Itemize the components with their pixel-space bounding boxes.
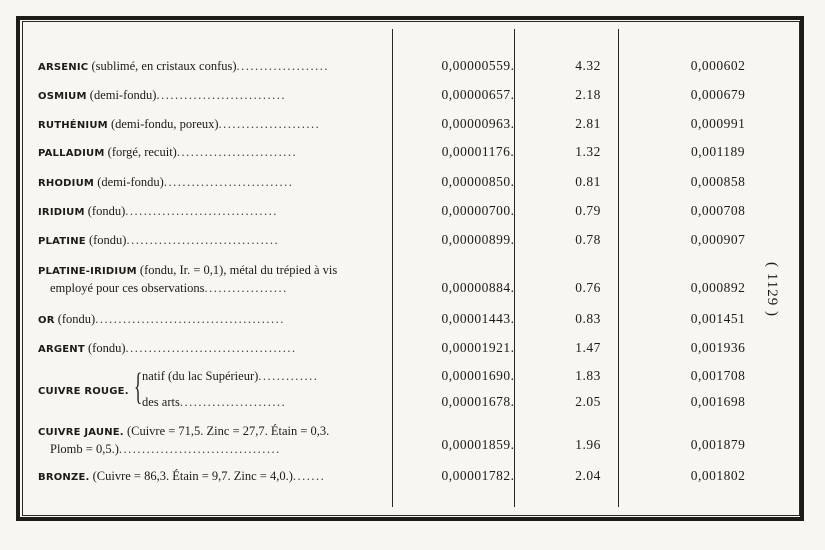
value-col3: 0,000858 xyxy=(690,174,746,189)
value-col1: 0,00001690. xyxy=(441,368,515,383)
metal-name: PLATINE xyxy=(38,236,86,247)
metal-description: (demi-fondu, poreux) xyxy=(107,117,219,131)
table-row xyxy=(38,144,790,168)
metal-variant: natif (du lac Supérieur) xyxy=(142,369,259,383)
value-col1: 0,00001782. xyxy=(441,468,515,483)
metal-name: OR xyxy=(38,315,55,326)
leader-dots: ............................ xyxy=(156,88,286,102)
value-col1: 0,00001678. xyxy=(441,394,515,409)
table-row xyxy=(38,311,790,335)
metal-description: (fondu) xyxy=(54,312,96,326)
table-row xyxy=(38,203,790,227)
value-col1: 0,00001443. xyxy=(441,311,515,326)
metal-name: RUTHÉNIUM xyxy=(38,120,108,131)
metal-description: (forgé, recuit) xyxy=(104,145,177,159)
value-col3: 0,001189 xyxy=(690,144,746,159)
leader-dots: ...................... xyxy=(218,117,321,131)
value-col1: 0,00000700. xyxy=(441,203,515,218)
value-col1: 0,00000559. xyxy=(441,58,515,73)
page-number: ( 1129 ) xyxy=(764,262,780,317)
value-col1: 0,00000850. xyxy=(441,174,515,189)
value-col2: 0.79 xyxy=(575,203,601,218)
leader-dots: ..................................... xyxy=(125,341,297,355)
value-col2: 0.78 xyxy=(575,232,601,247)
table-row xyxy=(38,468,790,492)
table-row xyxy=(38,116,790,140)
metal-description: (demi-fondu) xyxy=(86,88,157,102)
value-col3: 0,000602 xyxy=(690,58,746,73)
leader-dots: .................. xyxy=(204,281,288,295)
metal-name: BRONZE. xyxy=(38,472,90,483)
table-row-continuation xyxy=(38,437,790,465)
value-col2: 1.83 xyxy=(575,368,601,383)
value-col1: 0,00000657. xyxy=(441,87,515,102)
value-col1: 0,00000884. xyxy=(441,280,515,295)
value-col1: 0,00001921. xyxy=(441,340,515,355)
value-col1: 0,00001859. xyxy=(441,437,515,452)
value-col3: 0,001708 xyxy=(690,368,746,383)
value-col3: 0,000907 xyxy=(690,232,746,247)
value-col2: 0.81 xyxy=(575,174,601,189)
metal-name: PALLADIUM xyxy=(38,148,105,159)
leader-dots: ....................... xyxy=(179,395,287,409)
value-col2: 2.81 xyxy=(575,116,601,131)
table-row-continuation xyxy=(38,280,790,304)
value-col2: 2.05 xyxy=(575,394,601,409)
table-row xyxy=(38,87,790,111)
value-col1: 0,00001176. xyxy=(441,144,515,159)
table-row xyxy=(38,58,790,82)
metal-name: CUIVRE JAUNE. xyxy=(38,427,124,438)
metal-description: (fondu) xyxy=(84,341,126,355)
metal-name: PLATINE-IRIDIUM xyxy=(38,266,137,277)
table-row xyxy=(38,232,790,256)
metal-description: (Cuivre = 71,5. Zinc = 27,7. Étain = 0,3. xyxy=(123,424,330,438)
value-col3: 0,000991 xyxy=(690,116,746,131)
leader-dots: ................................... xyxy=(118,442,281,456)
metal-name: CUIVRE ROUGE. xyxy=(38,386,129,397)
value-col2: 1.96 xyxy=(575,437,601,452)
brace-symbol: { xyxy=(134,366,143,408)
metal-description: (sublimé, en cristaux confus) xyxy=(88,59,237,73)
leader-dots: ............................ xyxy=(163,175,294,189)
value-col2: 0.76 xyxy=(575,280,601,295)
leader-dots: ............. xyxy=(258,369,319,383)
metal-name: ARSENIC xyxy=(38,62,89,73)
value-col2: 2.18 xyxy=(575,87,601,102)
value-col3: 0,001936 xyxy=(690,340,746,355)
leader-dots: .......................... xyxy=(176,145,298,159)
metal-description-cont: employé pour ces observations xyxy=(50,281,205,295)
metal-name: ARGENT xyxy=(38,344,85,355)
value-col3: 0,001451 xyxy=(690,311,746,326)
metal-description-cont: Plomb = 0,5.) xyxy=(50,442,119,456)
value-col1: 0,00000963. xyxy=(441,116,515,131)
metal-description: (fondu) xyxy=(84,204,126,218)
table-row xyxy=(38,174,790,198)
table-row xyxy=(38,340,790,364)
value-col2: 4.32 xyxy=(575,58,601,73)
leader-dots: ....... xyxy=(292,469,326,483)
leader-dots: ......................................... xyxy=(95,312,285,326)
value-col2: 2.04 xyxy=(575,468,601,483)
metal-description: (fondu) xyxy=(85,233,127,247)
leader-dots: ................................. xyxy=(125,204,278,218)
metal-name: IRIDIUM xyxy=(38,207,85,218)
metal-description: (fondu, Ir. = 0,1), métal du trépied à vis xyxy=(136,263,338,277)
value-col3: 0,001698 xyxy=(690,394,746,409)
value-col2: 0.83 xyxy=(575,311,601,326)
value-col2: 1.47 xyxy=(575,340,601,355)
value-col3: 0,000892 xyxy=(690,280,746,295)
value-col3: 0,000708 xyxy=(690,203,746,218)
leader-dots: ................................. xyxy=(126,233,280,247)
value-col3: 0,001879 xyxy=(690,437,746,452)
table-row-group xyxy=(38,368,790,418)
metal-description: (demi-fondu) xyxy=(94,175,164,189)
value-col3: 0,001802 xyxy=(690,468,746,483)
metal-variant: des arts xyxy=(142,395,180,409)
metal-description: (Cuivre = 86,3. Étain = 9,7. Zinc = 4,0.) xyxy=(89,469,293,483)
value-col1: 0,00000899. xyxy=(441,232,515,247)
leader-dots: .................... xyxy=(236,59,330,73)
value-col2: 1.32 xyxy=(575,144,601,159)
value-col3: 0,000679 xyxy=(690,87,746,102)
metal-name: RHODIUM xyxy=(38,178,95,189)
metal-name: OSMIUM xyxy=(38,91,87,102)
